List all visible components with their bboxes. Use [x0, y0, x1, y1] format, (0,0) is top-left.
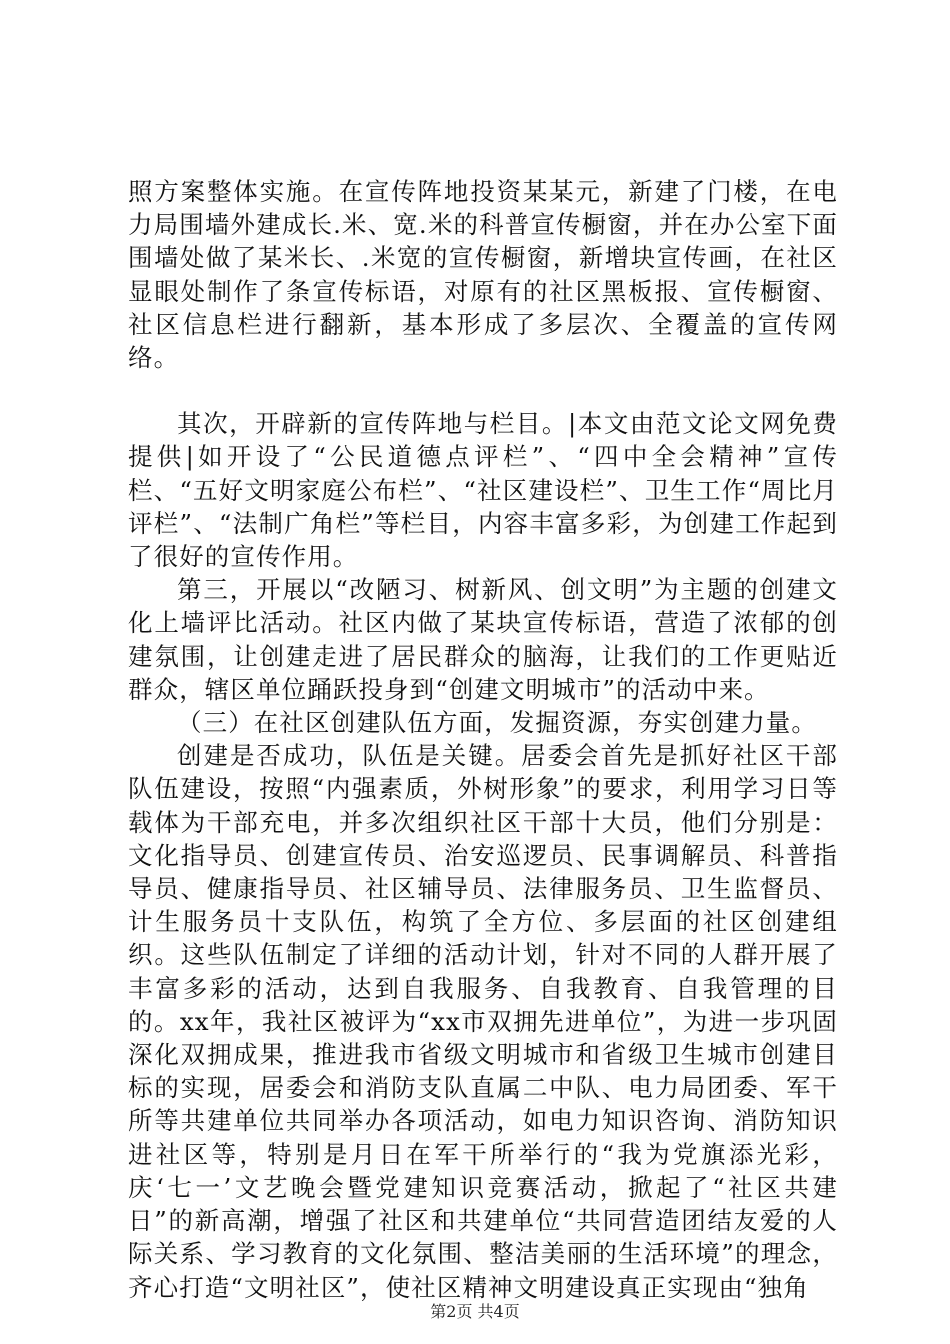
document-body	[128, 175, 838, 1304]
page-number: 第2页 共4页	[430, 1302, 520, 1321]
paragraph-team-building: 创建是否成功，队伍是关键。居委会首先是抓好社区干部队伍建设，按照“内强素质，外树形象”的要求，利用学习日等载体为干部充电，并多次组织社区干部十大员，他们分别是：文化指导员、创建宣传员、治安巡逻员、民事调解员、科普指导员、健康指导员、社区辅导员、法律服务员、卫生监督员、计生服务员十支队伍，构筑了全方位、多层面的社区创建组织。这些队伍制定了详细的活动计划，针对不同的人群开展了丰富多彩的活动，达到自我服务、自我教育、自我管理的目的。xx年，我社区被评为“xx市双拥先进单位”，为进一步巩固深化双拥成果，推进我市省级文明城市和省级卫生城市创建目标的实现，居委会和消防支队直属二中队、电力局团委、军干所等共建单位共同举办各项活动，如电力知识咨询、消防知识进社区等，特别是月日在军干所举行的“我为党旗添光彩，庆‘七一’文艺晚会暨党建知识竞赛活动，掀起了“社区共建日”的新高潮，增强了社区和共建单位“共同营造团结友爱的人际关系、学习教育的文化氛围、整洁美丽的生活环境”的理念，齐心打造“文明社区”，使社区精神文明建设真正实现由“独角	[128, 741, 838, 1302]
paragraph-second: 其次，开辟新的宣传阵地与栏目。|本文由范文论文网免费提供|如开设了“公民道德点评栏”、“四中全会精神”宣传栏、“五好文明家庭公布栏”、“社区建设栏”、卫生工作“周比月评栏”、“法制广角栏”等栏目，内容丰富多彩，为创建工作起到了很好的宣传作用。	[128, 409, 838, 572]
paragraph-continuation: 照方案整体实施。在宣传阵地投资某某元，新建了门楼，在电力局围墙外建成长.米、宽.米的科普宣传橱窗，并在办公室下面围墙处做了某米长、.米宽的宣传橱窗，新增块宣传画，在社区显眼处制作了条宣传标语，对原有的社区黑板报、宣传橱窗、社区信息栏进行翻新，基本形成了多层次、全覆盖的宣传网络。	[128, 177, 838, 373]
page-footer	[0, 1302, 950, 1322]
section-heading: （三）在社区创建队伍方面，发掘资源，夯实创建力量。	[177, 708, 817, 738]
paragraph-third: 第三，开展以“改陋习、树新风、创文明”为主题的创建文化上墙评比活动。社区内做了某块宣传标语，营造了浓郁的创建氛围，让创建走进了居民群众的脑海，让我们的工作更贴近群众，辖区单位踊跃投身到“创建文明城市”的活动中来。	[128, 575, 838, 704]
paragraph-gap	[128, 374, 838, 407]
